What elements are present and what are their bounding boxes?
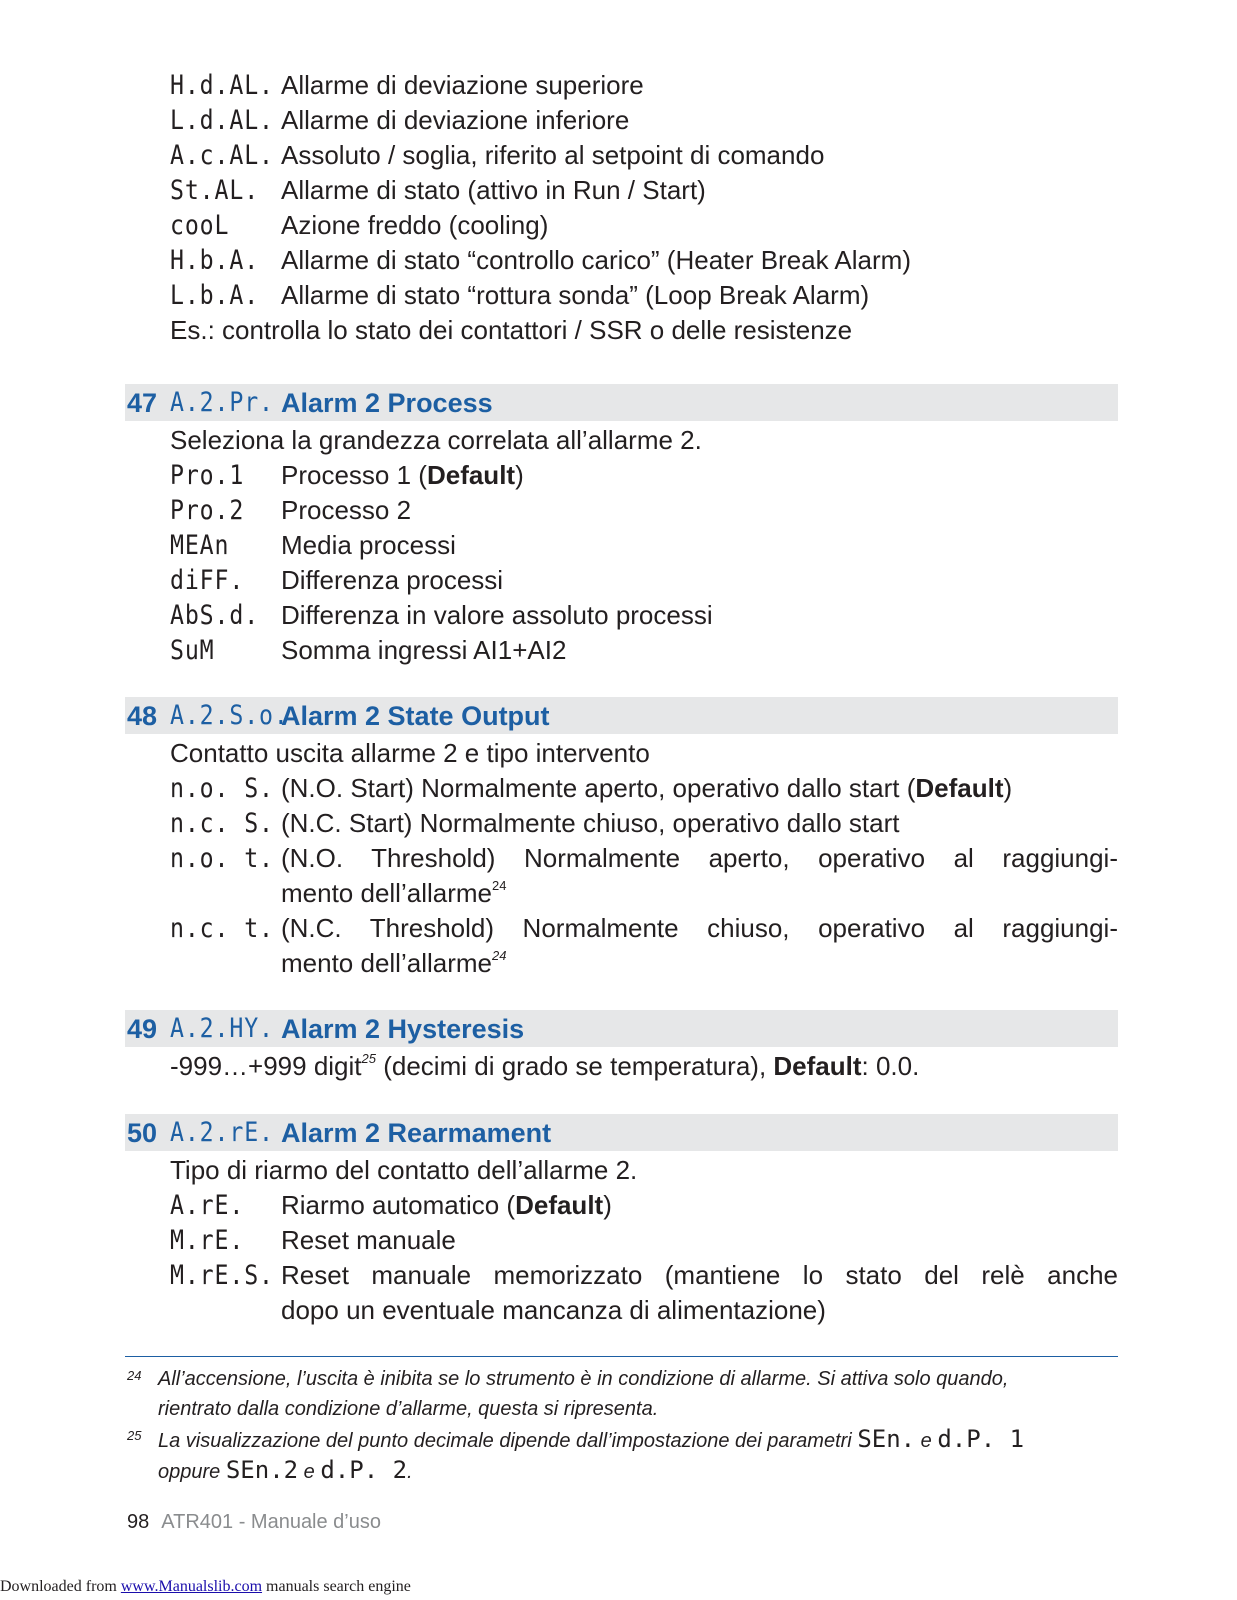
option-code: n.c. S. (170, 808, 274, 839)
section-text: -999…+999 digit$^{25}$ (decimi di grado se temperatura), Default: 0.0. (170, 1051, 920, 1081)
section-header-47 (0, 383, 1237, 423)
param-desc: Allarme di stato “controllo carico” (Heater Break Alarm) (281, 245, 911, 275)
list-item (0, 243, 1237, 278)
example-text: Es.: controlla lo stato dei contattori / SSR o delle resistenze (170, 315, 853, 345)
section-code: A.2.Pr. (170, 387, 274, 418)
option-desc: Reset manuale memorizzato (mantiene lo stato del relè anche (281, 1260, 1118, 1290)
option-desc: Somma ingressi AI1+AI2 (281, 635, 567, 665)
list-item (0, 458, 1237, 493)
list-item (0, 278, 1237, 313)
param-code: d.P. 2 (320, 1456, 408, 1484)
section-number: 49 (127, 1014, 158, 1044)
list-item (0, 633, 1237, 668)
document-title: ATR401 - Manuale d’uso (161, 1511, 381, 1533)
param-desc: Allarme di stato (attivo in Run / Start) (281, 175, 706, 205)
list-item (0, 528, 1237, 563)
section-intro: Tipo di riarmo del contatto dell’allarme 2. (170, 1155, 638, 1185)
list-item (0, 1188, 1237, 1223)
section-code: A.2.HY. (170, 1013, 274, 1044)
param-code: cooL (170, 210, 230, 241)
option-desc: Reset manuale (281, 1225, 456, 1255)
section-title: Alarm 2 Process (281, 388, 493, 418)
option-desc: Processo 1 (Default) (281, 460, 524, 490)
param-code: H.d.AL. (170, 70, 274, 101)
option-desc: Processo 2 (281, 495, 412, 525)
list-item (0, 598, 1237, 633)
list-item (0, 103, 1237, 138)
option-desc: (N.C. Start) Normalmente chiuso, operativo dallo start (281, 808, 900, 838)
option-code: Pro.2 (170, 495, 245, 526)
list-item (0, 806, 1237, 841)
footnote-25-line1: La visualizzazione del punto decimale dipende dall’impostazione dei parametri SEn. e d.P. 1 (158, 1425, 1025, 1453)
list-item (0, 208, 1237, 243)
download-banner: Downloaded from www.Manualslib.com manuals search engine (0, 1578, 411, 1595)
option-desc: (N.O. Threshold) Normalmente aperto, operativo al raggiungi- (281, 843, 1118, 873)
option-desc-cont: dopo un eventuale mancanza di alimentazione) (281, 1295, 826, 1325)
section-number: 48 (127, 701, 158, 731)
param-code: St.AL. (170, 175, 260, 206)
option-code: AbS.d. (170, 600, 260, 631)
option-code: n.o. S. (170, 773, 274, 804)
option-desc-cont: mento dell’allarme$^{24}$ (281, 948, 507, 978)
section-number: 50 (127, 1118, 158, 1148)
list-item (0, 771, 1237, 806)
param-desc: Allarme di deviazione superiore (281, 70, 644, 100)
param-code: H.b.A. (170, 245, 260, 276)
page-footer (127, 1509, 381, 1535)
option-code: M.rE.S. (170, 1260, 274, 1291)
footnote-25-line2: oppure SEn.2 e d.P. 2. (158, 1456, 413, 1484)
list-item (0, 173, 1237, 208)
section-title: Alarm 2 Rearmament (281, 1118, 552, 1148)
list-item (0, 493, 1237, 528)
param-desc: Assoluto / soglia, riferito al setpoint di comando (281, 140, 825, 170)
option-desc: Riarmo automatico (Default) (281, 1190, 612, 1220)
param-code: L.b.A. (170, 280, 260, 311)
option-code: diFF. (170, 565, 245, 596)
footnote-24-line2: rientrato dalla condizione d’allarme, questa si ripresenta. (158, 1398, 659, 1420)
section-title: Alarm 2 Hysteresis (281, 1014, 525, 1044)
option-code: n.c. t. (170, 913, 274, 944)
footnote-number: 25 (127, 1428, 142, 1443)
section-header-50 (0, 1113, 1237, 1153)
section-header-48 (0, 696, 1237, 736)
param-code: A.c.AL. (170, 140, 274, 171)
list-item (0, 138, 1237, 173)
footnote-24-line1: All’accensione, l’uscita è inibita se lo strumento è in condizione di allarme. Si attiva solo quando, (158, 1368, 1009, 1390)
section-header-49 (0, 1009, 1237, 1049)
param-code: SEn. (857, 1425, 916, 1453)
option-code: Pro.1 (170, 460, 245, 491)
param-code: d.P. 1 (937, 1425, 1025, 1453)
section-intro: Contatto uscita allarme 2 e tipo intervento (170, 738, 650, 768)
section-intro: Seleziona la grandezza correlata all’allarme 2. (170, 425, 702, 455)
footnote-number: 24 (127, 1368, 142, 1383)
option-code: M.rE. (170, 1225, 245, 1256)
section-code: A.2.rE. (170, 1117, 274, 1148)
page-number: 98 (127, 1511, 150, 1533)
option-code: n.o. t. (170, 843, 274, 874)
param-desc: Azione freddo (cooling) (281, 210, 549, 240)
list-item (0, 68, 1237, 103)
param-desc: Allarme di deviazione inferiore (281, 105, 630, 135)
option-code: A.rE. (170, 1190, 245, 1221)
option-code: MEAn (170, 530, 230, 561)
footnote-divider (125, 1356, 1118, 1357)
option-desc: Media processi (281, 530, 456, 560)
manualslib-link[interactable]: www.Manualslib.com (120, 1578, 263, 1595)
list-item (0, 1223, 1237, 1258)
section-number: 47 (127, 388, 158, 418)
option-desc: Differenza processi (281, 565, 504, 595)
option-desc: (N.C. Threshold) Normalmente chiuso, operativo al raggiungi- (281, 913, 1118, 943)
param-code: L.d.AL. (170, 105, 274, 136)
param-code: SEn.2 (225, 1456, 299, 1484)
option-desc: Differenza in valore assoluto processi (281, 600, 713, 630)
section-title: Alarm 2 State Output (281, 701, 550, 731)
section-code: A.2.S.o. (170, 700, 289, 731)
option-desc: (N.O. Start) Normalmente aperto, operativo dallo start (Default) (281, 773, 1013, 803)
param-desc: Allarme di stato “rottura sonda” (Loop Break Alarm) (281, 280, 870, 310)
list-item (0, 563, 1237, 598)
option-desc-cont: mento dell’allarme$^{24}$ (281, 878, 507, 908)
option-code: SuM (170, 635, 215, 666)
